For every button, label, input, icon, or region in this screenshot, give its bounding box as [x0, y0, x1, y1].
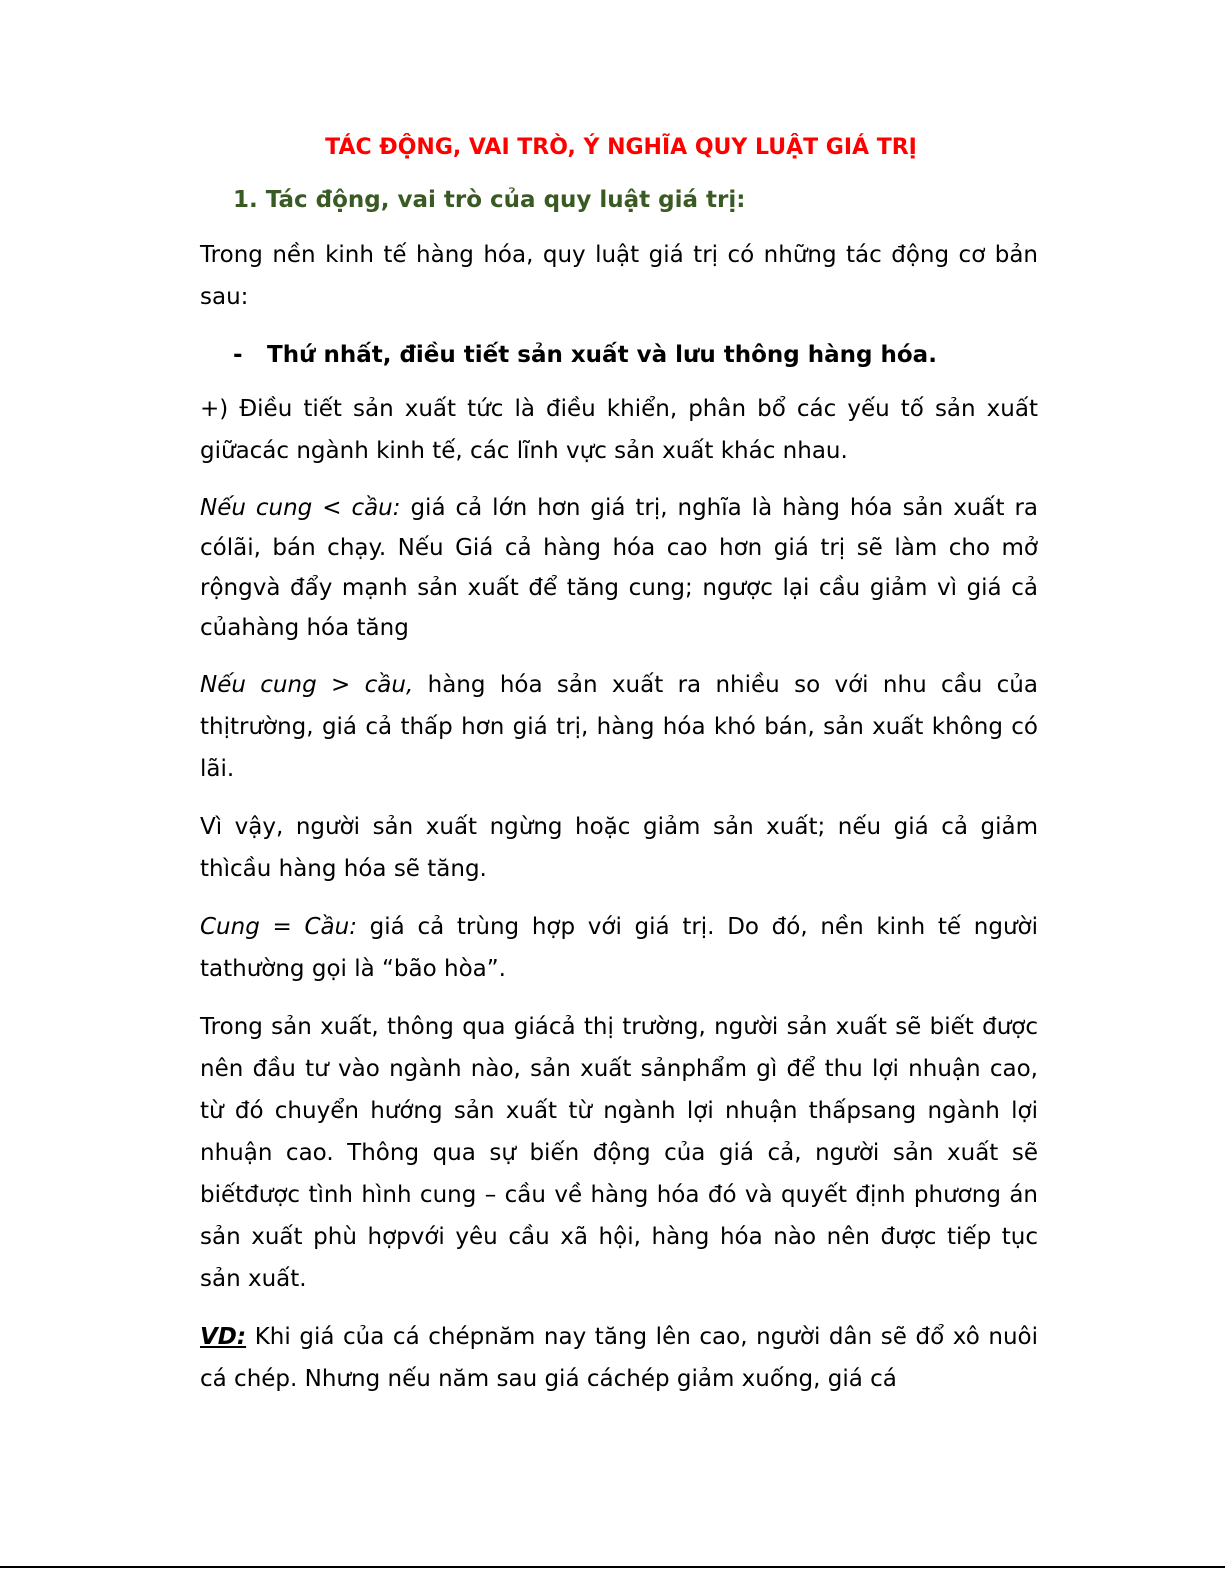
paragraph-supply-greater-demand — [200, 664, 1038, 790]
document-page — [200, 128, 1038, 1416]
intro-paragraph: Trong nền kinh tế hàng hóa, quy luật giá trị có những tác động cơ bản sau: — [200, 242, 1038, 310]
bullet-dash: - — [233, 342, 243, 368]
paragraph-text: Khi giá của cá chépnăm nay tăng lên cao, người dân sẽ đổ xô nuôi cá chép. Nhưng nếu năm sau giá cáchép giảm xuống, giá cá — [200, 1324, 1038, 1392]
example-label: VD: — [200, 1324, 247, 1350]
paragraph-lead-italic: Nếu cung > cầu, — [200, 672, 414, 698]
paragraph-production: Trong sản xuất, thông qua giácả thị trường, người sản xuất sẽ biết được nên đầu tư vào ngành nào, sản xuất sảnphẩm gì để thu lợi nhuận cao, từ đó chuyển hướng sản xuất từ ngành lợi nhuận thấpsang ngành lợi nhuận cao. Thông qua sự biến động của giá cả, người sản xuất sẽ biếtđược tình hình cung – cầu về hàng hóa đó và quyết định phương án sản xuất phù hợpvới yêu cầu xã hội, hàng hóa nào nên được tiếp tục sản xuất. — [200, 1014, 1038, 1292]
bullet-text: Thứ nhất, điều tiết sản xuất và lưu thông hàng hóa. — [267, 342, 937, 368]
page-bottom-rule — [0, 1566, 1225, 1568]
paragraph-regulation: +) Điều tiết sản xuất tức là điều khiển, phân bổ các yếu tố sản xuất giữacác ngành kinh tế, các lĩnh vực sản xuất khác nhau. — [200, 396, 1038, 464]
paragraph-therefore: Vì vậy, người sản xuất ngừng hoặc giảm sản xuất; nếu giá cả giảm thìcầu hàng hóa sẽ tăng. — [200, 814, 1038, 882]
section-heading: 1. Tác động, vai trò của quy luật giá trị: — [233, 187, 746, 213]
document-title: TÁC ĐỘNG, VAI TRÒ, Ý NGHĨA QUY LUẬT GIÁ TRỊ — [325, 135, 917, 160]
paragraph-text: giá cả trùng hợp với giá trị. Do đó, nền kinh tế người tathường gọi là “bão hòa”. — [200, 914, 1038, 982]
paragraph-lead-italic: Cung = Cầu: — [200, 914, 357, 940]
paragraph-text: giá cả lớn hơn giá trị, nghĩa là hàng hóa sản xuất ra cólãi, bán chạy. Nếu Giá cả hàng hóa cao hơn giá trị sẽ làm cho mở rộngvà đẩy mạnh sản xuất để tăng cung; ngược lại cầu giảm vì giá cả củahàng hóa tăng — [200, 495, 1038, 641]
bullet-item — [200, 334, 1038, 376]
paragraph-supply-equals-demand — [200, 906, 1038, 990]
paragraph-supply-less-demand — [200, 488, 1038, 648]
paragraph-lead-italic: Nếu cung < cầu: — [200, 495, 401, 521]
paragraph-example — [200, 1316, 1038, 1400]
paragraph-text: hàng hóa sản xuất ra nhiều so với nhu cầu của thịtrường, giá cả thấp hơn giá trị, hàng hóa khó bán, sản xuất không có lãi. — [200, 672, 1038, 782]
